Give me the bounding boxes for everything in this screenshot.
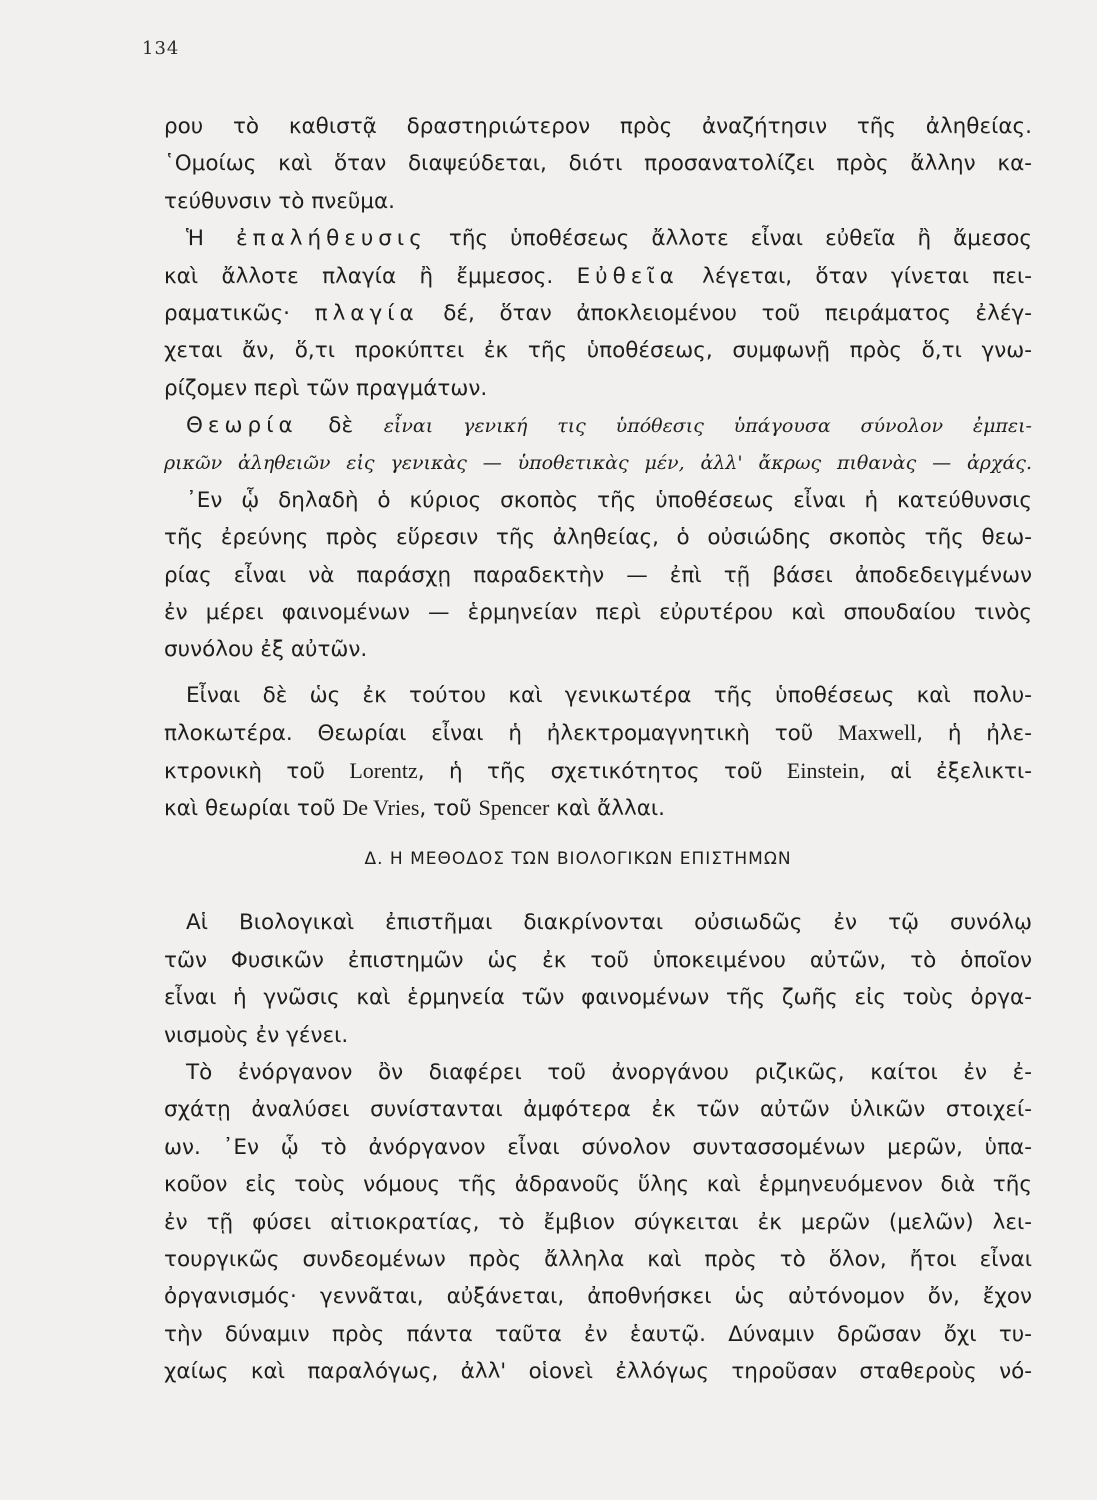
name-einstein: Einstein bbox=[786, 757, 860, 783]
text-run: δέ, ὅταν ἀποκλειομένου τοῦ πειράματος ἐλέγ- bbox=[418, 300, 1032, 326]
text-line: Τὸ ἐνόργανον ὂν διαφέρει τοῦ ἀνοργάνου ριζικῶς, καίτοι ἐν ἐ- bbox=[186, 1059, 1032, 1085]
paragraph-gap bbox=[164, 669, 1032, 677]
text-run: δὲ bbox=[297, 413, 384, 439]
text-line: ῾Ομοίως καὶ ὅταν διαψεύδεται, διότι προσανατολίζει πρὸς ἄλλην κα- bbox=[164, 151, 1032, 177]
text-run: κτρονικὴ τοῦ bbox=[164, 758, 350, 784]
text-line: σχάτῃ ἀναλύσει συνίστανται ἀμφότερα ἐκ τῶν αὐτῶν ὑλικῶν στοιχεί- bbox=[164, 1097, 1032, 1123]
text-run: καὶ ἄλλοτε πλαγία ἢ ἔμμεσος. bbox=[164, 263, 577, 289]
name-spencer: Spencer bbox=[478, 795, 550, 821]
heading-gap bbox=[164, 892, 1032, 904]
paragraph-organic-vs-inorganic bbox=[164, 1054, 1032, 1391]
name-maxwell: Maxwell bbox=[838, 720, 917, 746]
text-line: ρίας εἶναι νὰ παράσχῃ παραδεκτὴν — ἐπὶ τῇ βάσει ἀποδεδειγμένων bbox=[164, 562, 1032, 588]
text-run: λέγεται, ὅταν γίνεται πει- bbox=[678, 263, 1032, 289]
text-line: ρου τὸ καθιστᾷ δραστηριώτερον πρὸς ἀναζήτησιν τῆς ἀληθείας. bbox=[164, 114, 1032, 139]
text-line bbox=[164, 752, 1032, 789]
text-line bbox=[164, 220, 1032, 257]
text-run: , ἡ ἠλε- bbox=[916, 721, 1033, 747]
spaced-term: Θεωρία bbox=[186, 413, 298, 439]
text-run: καὶ ἄλλαι. bbox=[549, 796, 666, 822]
text-line: Αἱ Βιολογικαὶ ἐπιστῆμαι διακρίνονται οὐσιωδῶς ἐν τῷ συνόλῳ bbox=[186, 910, 1032, 936]
text-line: εἶναι ἡ γνῶσις καὶ ἑρμηνεία τῶν φαινομένων τῆς ζωῆς εἰς τοὺς ὀργα- bbox=[164, 985, 1032, 1011]
text-line: τεύθυνσιν τὸ πνεῦμα. bbox=[164, 188, 395, 214]
text-line: κοῦον εἰς τοὺς νόμους τῆς ἀδρανοῦς ὕλης καὶ ἑρμηνευόμενον διὰ τῆς bbox=[164, 1172, 1032, 1198]
name-lorentz: Lorentz bbox=[349, 757, 418, 783]
text-line: συνόλου ἐξ αὐτῶν. bbox=[164, 637, 368, 663]
text-line: τουργικῶς συνδεομένων πρὸς ἄλληλα καὶ πρὸς τὸ ὅλον, ἤτοι εἶναι bbox=[164, 1246, 1032, 1272]
text-line: ἐν μέρει φαινομένων — ἑρμηνείαν περὶ εὐρυτέρου καὶ σπουδαίου τινὸς bbox=[164, 600, 1032, 626]
paragraph-biological-sciences bbox=[164, 904, 1032, 1054]
paragraph-verification bbox=[164, 220, 1032, 407]
italic-definition: εἶναι γενική τις ὑπόθεσις ὑπάγουσα σύνολον ἐμπει- bbox=[383, 415, 1032, 438]
text-line: ἐν τῇ φύσει αἰτιοκρατίας, τὸ ἔμβιον σύγκειται ἐκ μερῶν (μελῶν) λει- bbox=[164, 1209, 1032, 1235]
text-line: χαίως καὶ παραλόγως, ἀλλ' οἱονεὶ ἐλλόγως τηροῦσαν σταθεροὺς νό- bbox=[164, 1359, 1032, 1385]
text-line: τῆς ἐρεύνης πρὸς εὕρεσιν τῆς ἀληθείας, ὁ οὐσιώδης σκοπὸς τῆς θεω- bbox=[164, 525, 1032, 551]
spaced-term: πλαγία bbox=[314, 300, 419, 326]
text-line: ᾿Εν ᾧ δηλαδὴ ὁ κύριος σκοπὸς τῆς ὑποθέσεως εἶναι ἡ κατεύθυνσις bbox=[186, 487, 1032, 513]
text-run: , αἱ ἐξελικτι- bbox=[859, 758, 1032, 784]
text-line: ων. ᾿Εν ᾧ τὸ ἀνόργανον εἶναι σύνολον συντασσομένων μερῶν, ὑπα- bbox=[164, 1134, 1032, 1160]
text-line bbox=[164, 295, 1032, 332]
text-run: καὶ θεωρίαι τοῦ bbox=[164, 796, 343, 822]
text-run: τῆς ὑποθέσεως ἄλλοτε εἶναι εὐθεῖα ἢ ἄμεσος bbox=[426, 226, 1032, 252]
text-line: νισμοὺς ἐν γένει. bbox=[164, 1022, 349, 1048]
text-run: , τοῦ bbox=[419, 796, 479, 822]
section-heading: Δ. Η ΜΕΘΟΔΟΣ ΤΩΝ ΒΙΟΛΟΓΙΚΩΝ ΕΠΙΣΤΗΜΩΝ bbox=[364, 849, 792, 870]
text-run: ραματικῶς· bbox=[164, 300, 315, 326]
paragraph-hypothesis-continuation bbox=[164, 108, 1032, 220]
italic-definition-line: ρικῶν ἀληθειῶν εἰς γενικὰς — ὑποθετικὰς μέν, ἀλλ' ἄκρως πιθανὰς — ἀρχάς. bbox=[164, 451, 1032, 474]
text-line bbox=[164, 714, 1032, 751]
text-line bbox=[164, 258, 1032, 295]
text-line bbox=[164, 789, 1032, 826]
page-number: 134 bbox=[142, 38, 180, 59]
text-line: χεται ἄν, ὅ,τι προκύπτει ἐκ τῆς ὑποθέσεως, συμφωνῇ πρὸς ὅ,τι γνω- bbox=[164, 338, 1032, 364]
text-line: ὀργανισμός· γεννᾶται, αὐξάνεται, ἀποθνήσκει ὡς αὐτόνομον ὄν, ἔχον bbox=[164, 1284, 1032, 1310]
text-line: τὴν δύναμιν πρὸς πάντα ταῦτα ἐν ἑαυτῷ. Δύναμιν δρῶσαν ὄχι τυ- bbox=[164, 1321, 1032, 1347]
name-de-vries: De Vries bbox=[342, 795, 420, 821]
paragraph-theory bbox=[164, 407, 1032, 669]
text-column bbox=[164, 108, 1032, 1391]
text-run: , ἡ τῆς σχετικότητος τοῦ bbox=[417, 758, 787, 784]
text-line: Εἶναι δὲ ὡς ἐκ τούτου καὶ γενικωτέρα τῆς ὑποθέσεως καὶ πολυ- bbox=[186, 682, 1032, 708]
spaced-term: Εὐθεῖα bbox=[576, 263, 679, 289]
paragraph-theories-examples bbox=[164, 677, 1032, 827]
text-run: πλοκωτέρα. Θεωρίαι εἶναι ἡ ἠλεκτρομαγνητικὴ τοῦ bbox=[164, 721, 839, 747]
text-line bbox=[164, 407, 1032, 444]
text-line: ρίζομεν περὶ τῶν πραγμάτων. bbox=[164, 375, 488, 401]
spaced-term: Ἡ ἐπαλήθευσις bbox=[186, 226, 427, 252]
text-line: τῶν Φυσικῶν ἐπιστημῶν ὡς ἐκ τοῦ ὑποκειμένου αὐτῶν, τὸ ὁποῖον bbox=[164, 947, 1032, 973]
